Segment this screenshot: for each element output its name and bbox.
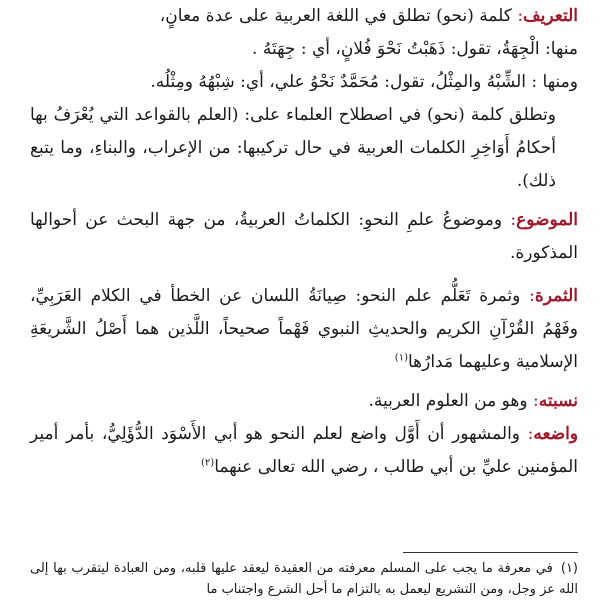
term-separator: :: [510, 210, 517, 230]
term-separator: :: [532, 391, 539, 411]
footnote-text: في معرفة ما يجب على المسلم معرفته من العقيدة ليعقد عليها قلبه، ومن العبادة ليتقرب بها إلى الله عز وجل، ومن التشريع ليعمل به بالتزام ما أحل الشرع واجتناب ما: [30, 561, 578, 597]
footnote-ref-2: (٢): [201, 457, 215, 469]
footnote-number: (١): [560, 561, 578, 576]
definition-intro: كلمة (نحو) تطلق في اللغة العربية على عدة معانٍ،: [159, 6, 512, 26]
term-fruit: الثمرة: [534, 286, 578, 306]
footnote-ref-1: (١): [394, 352, 408, 364]
term-subject: الموضوع: [516, 210, 578, 230]
definition-paragraph: [30, 0, 578, 33]
relation-text: وهو من العلوم العربية.: [368, 391, 528, 411]
technical-definition: وتطلق كلمة (نحو) في اصطلاح العلماء على: (العلم بالقواعد التي يُعْرَفُ بها أحكامُ أَوَاخِرِ الكلمات العربية في حال تركيبها: من الإعراب، والبناءِ، وما يتبع ذلك).: [30, 105, 556, 191]
term-relation: نسبته: [538, 391, 578, 411]
subject-text: وموضوعُ علمِ النحوِ: الكلماتُ العربيةُ، من جهة البحث عن أحوالها المذكورة.: [30, 210, 578, 263]
subject-paragraph: [30, 204, 578, 270]
term-separator: :: [517, 6, 524, 26]
fruit-text: وثمرة تَعَلُّم علم النحو: صِيانَةُ اللسان عن الخطأ في الكلام العَرَبِيِّ، وفَهْمُ القُرْآنِ الكريم والحديثِ النبوي فَهْماً صحيحاً، اللَّذين هما أَصْلُ الشَّريعَةِ الإسلامية وعليهما مَدارُها: [30, 286, 578, 372]
term-definition: التعريف: [523, 6, 578, 26]
term-founder: واضعه: [533, 424, 579, 444]
main-text: [30, 0, 578, 484]
fruit-paragraph: [30, 280, 578, 379]
founder-paragraph: [30, 418, 578, 484]
term-separator: :: [527, 424, 534, 444]
meaning-2: ومنها : الشِّبْهُ والمِثْلُ، تقول: مُحَمَّدٌ نَحْوُ علي، أي: شِبْهُهُ ومِثْلُه.: [150, 72, 578, 92]
founder-text: والمشهور أن أَوَّل واضع لعلم النحو هو أبي الأَسْوَد الدُّؤَلِيُّ، بأمر أمير المؤمنين عليِّ بن أبي طالب ، رضي الله تعالى عنهما: [30, 424, 578, 477]
footnote-divider: [403, 552, 578, 553]
footnote: [30, 558, 578, 600]
term-separator: :: [529, 286, 535, 306]
relation-paragraph: [30, 385, 578, 418]
meaning-1: منها: الْجِهَةُ، تقول: ذَهَبْتُ نَحْوَ فُلانٍ، أي : جِهَتَهُ .: [252, 39, 578, 59]
